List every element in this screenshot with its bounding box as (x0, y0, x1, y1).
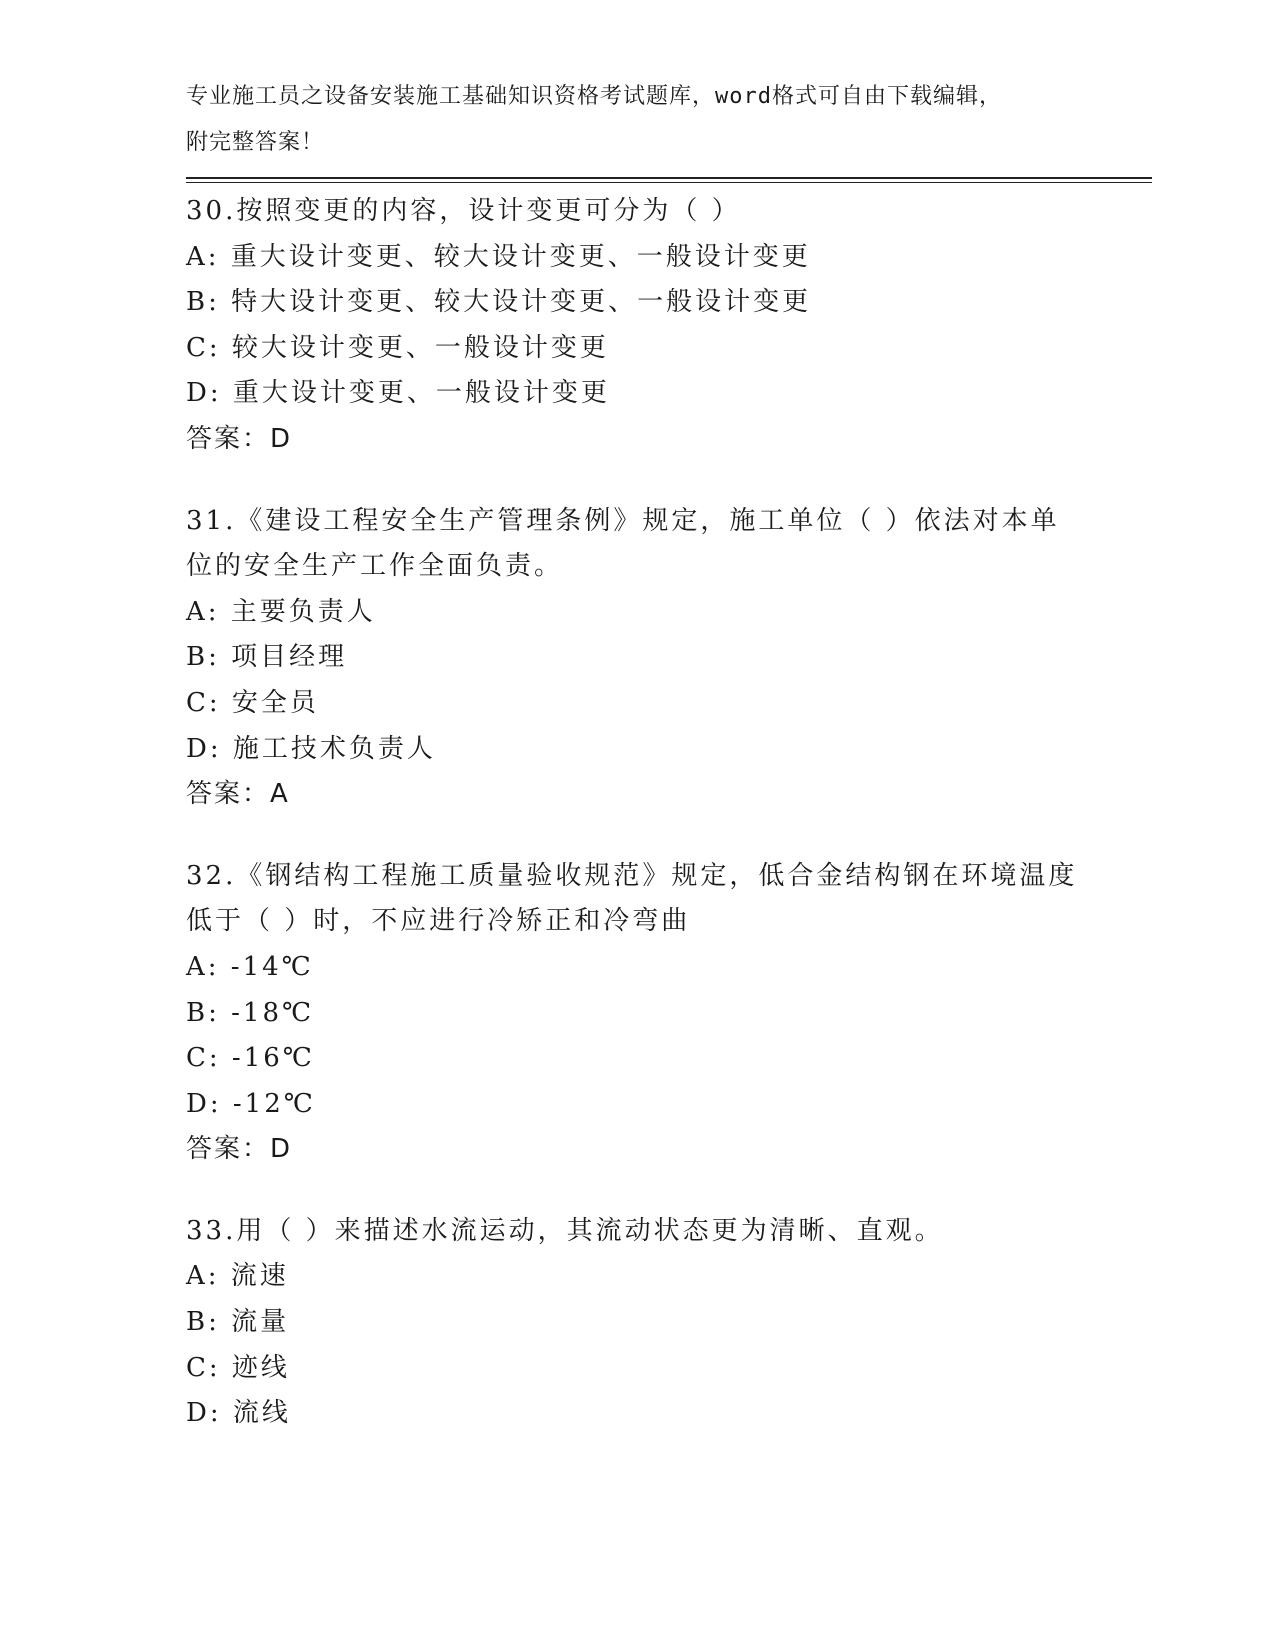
question-stem: 33.用（ ）来描述水流运动，其流动状态更为清晰、直观。 (186, 1215, 944, 1246)
option-d: D: 流线 (186, 1398, 291, 1429)
header-line-1: 专业施工员之设备安装施工基础知识资格考试题库，word格式可自由下载编辑， (186, 84, 1002, 109)
option-d: D: 施工技术负责人 (186, 733, 436, 764)
option-c: C: 迹线 (186, 1352, 290, 1383)
question-stem: 30.按照变更的内容，设计变更可分为（ ） (186, 196, 741, 226)
option-c: C: 较大设计变更、一般设计变更 (186, 332, 609, 363)
question-30 (186, 189, 1086, 463)
option-c: C: -16℃ (186, 1043, 315, 1074)
question-stem: 32.《钢结构工程施工质量验收规范》规定，低合金结构钢在环境温度 (186, 860, 1078, 891)
option-d: D: -12℃ (186, 1088, 316, 1119)
question-32 (186, 854, 1086, 1173)
option-a: A: 流速 (186, 1261, 289, 1292)
option-b: B: 特大设计变更、较大设计变更、一般设计变更 (186, 287, 812, 318)
question-stem: 31.《建设工程安全生产管理条例》规定，施工单位（ ）依法对本单 (186, 505, 1060, 536)
header-divider-thin (186, 182, 1152, 183)
answer-label: 答案：A (186, 779, 290, 810)
question-31 (186, 499, 1086, 818)
header-line-2: 附完整答案！ (186, 129, 325, 155)
option-d: D: 重大设计变更、一般设计变更 (186, 378, 610, 409)
answer-label: 答案：D (186, 1134, 293, 1165)
document-header (186, 74, 1086, 165)
question-stem-continued: 低于（ ）时，不应进行冷矫正和冷弯曲 (186, 906, 691, 937)
question-list (186, 189, 1086, 1473)
header-divider-thick (186, 177, 1152, 179)
option-b: B: 流量 (186, 1307, 290, 1338)
option-a: A: -14℃ (186, 951, 314, 982)
option-b: B: -18℃ (186, 997, 315, 1028)
answer-label: 答案：D (186, 423, 293, 454)
option-a: A: 重大设计变更、较大设计变更、一般设计变更 (186, 241, 811, 272)
question-stem-continued: 位的安全生产工作全面负责。 (186, 551, 564, 582)
option-a: A: 主要负责人 (186, 596, 376, 627)
question-33 (186, 1209, 1086, 1437)
option-b: B: 项目经理 (186, 642, 348, 673)
option-c: C: 安全员 (186, 687, 319, 718)
